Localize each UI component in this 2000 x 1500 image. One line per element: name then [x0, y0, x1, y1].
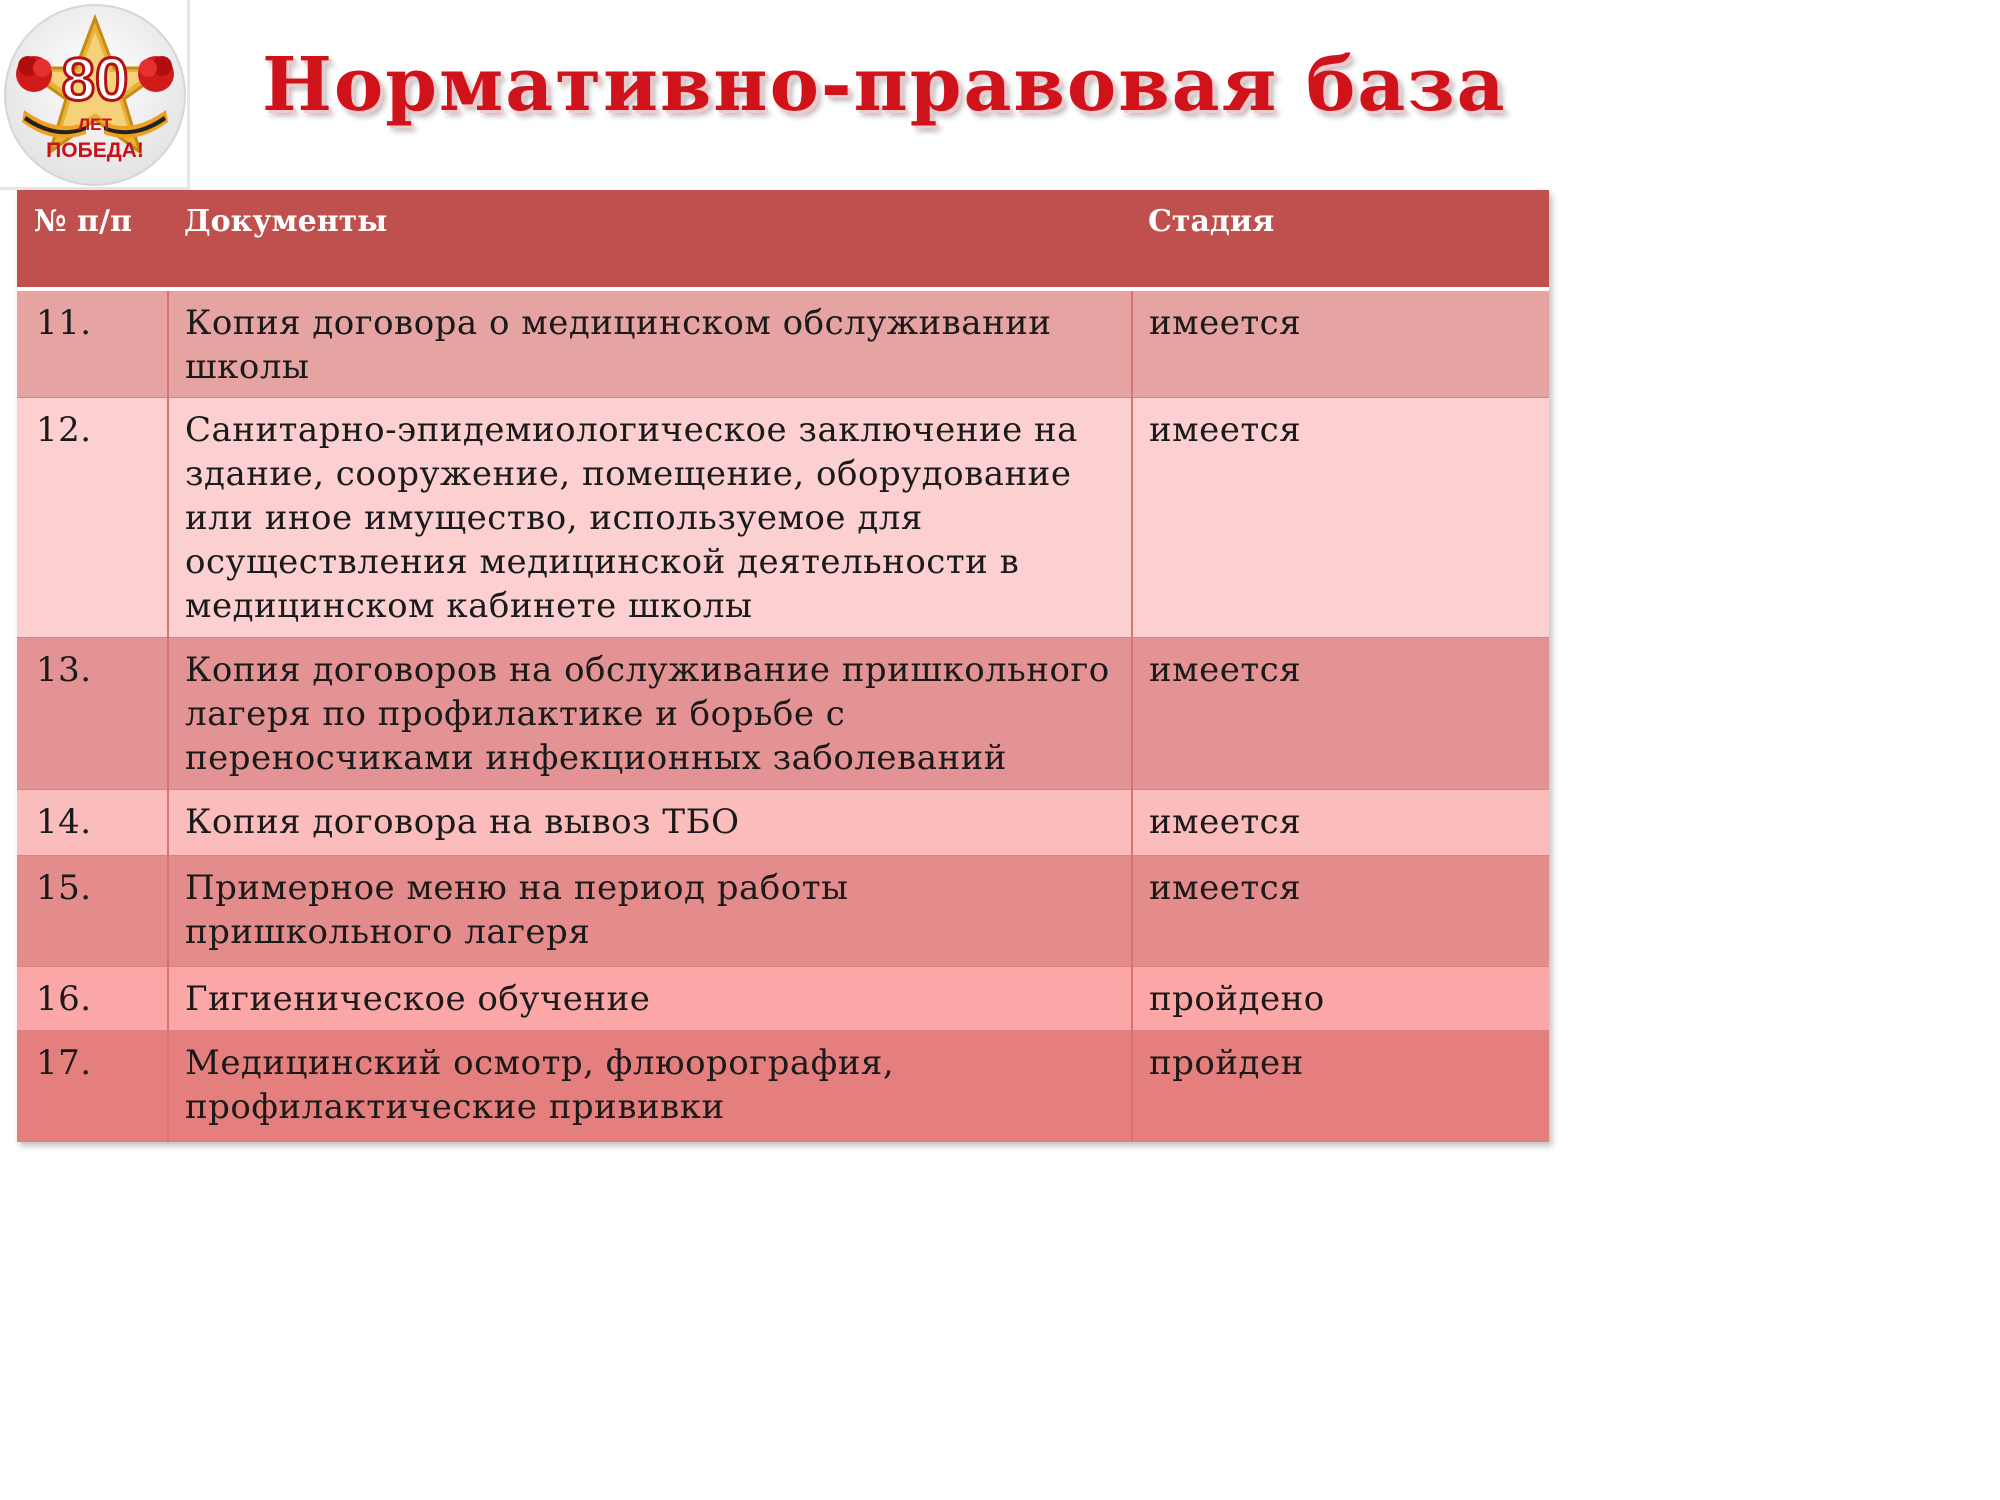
table-header: [17, 190, 1549, 289]
row-number: 13.: [17, 638, 168, 790]
row-document: Медицинский осмотр, флюорография, профилактические прививки: [168, 1031, 1132, 1143]
row-stage: имеется: [1132, 790, 1549, 856]
row-stage: имеется: [1132, 856, 1549, 966]
row-document: Санитарно-эпидемиологическое заключение на здание, сооружение, помещение, оборудование или иное имущество, используемое для осуществления медицинской деятельности в медицинском кабинете школы: [168, 398, 1132, 638]
row-stage: имеется: [1132, 289, 1549, 398]
row-document: Примерное меню на период работы пришкольного лагеря: [168, 856, 1132, 966]
header-number: № п/п: [17, 190, 168, 289]
row-number: 16.: [17, 966, 168, 1030]
row-document: Копия договоров на обслуживание пришкольного лагеря по профилактике и борьбе с переносчиками инфекционных заболеваний: [168, 638, 1132, 790]
page-title: Нормативно-правовая база: [262, 42, 1507, 128]
row-number: 11.: [17, 289, 168, 398]
row-document: Копия договора на вывоз ТБО: [168, 790, 1132, 856]
logo-text-years: ЛЕТ: [78, 115, 112, 134]
table-row: [17, 289, 1549, 398]
table-row: [17, 790, 1549, 856]
documents-table-container: [17, 190, 1549, 1142]
header-row: [17, 190, 1549, 289]
row-stage: имеется: [1132, 638, 1549, 790]
row-number: 12.: [17, 398, 168, 638]
table-row: [17, 398, 1549, 638]
documents-table: [17, 190, 1549, 1142]
logo-text-victory: ПОБЕДА!: [46, 139, 144, 162]
table-row: [17, 1031, 1549, 1143]
victory-80-logo: [2, 2, 188, 188]
row-number: 14.: [17, 790, 168, 856]
table-row: [17, 966, 1549, 1030]
header-documents: Документы: [168, 190, 1132, 289]
row-stage: пройден: [1132, 1031, 1549, 1143]
row-stage: имеется: [1132, 398, 1549, 638]
row-number: 15.: [17, 856, 168, 966]
row-stage: пройдено: [1132, 966, 1549, 1030]
table-body: [17, 289, 1549, 1142]
row-number: 17.: [17, 1031, 168, 1143]
logo-number: 80: [61, 46, 129, 113]
header-stage: Стадия: [1132, 190, 1549, 289]
table-row: [17, 856, 1549, 966]
row-document: Гигиеническое обучение: [168, 966, 1132, 1030]
table-row: [17, 638, 1549, 790]
row-document: Копия договора о медицинском обслуживании школы: [168, 289, 1132, 398]
